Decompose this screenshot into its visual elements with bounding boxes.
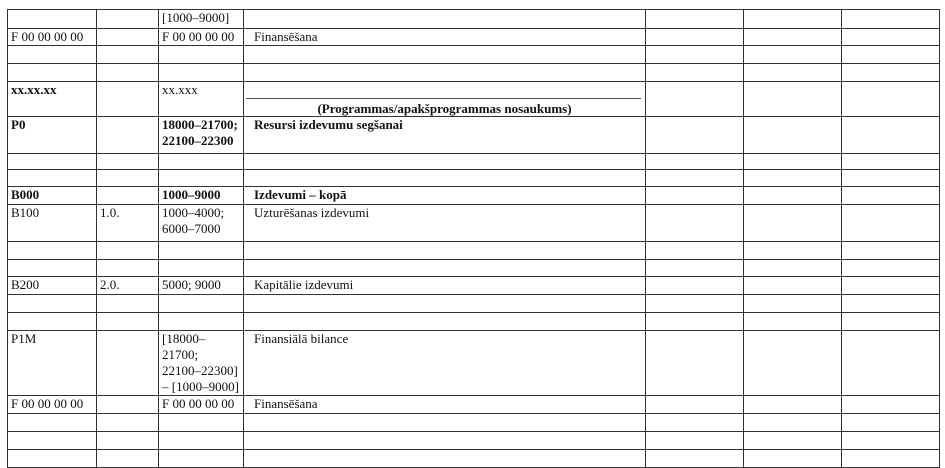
empty-cell [646,46,744,64]
table-row [8,170,940,187]
cell-c3: [1000–9000] [159,10,244,29]
table-row [8,10,940,29]
empty-cell [744,260,842,277]
cell-c3 [159,64,244,82]
cell-c4 [244,260,646,277]
empty-cell [744,432,842,450]
cell-c2: 1.0. [97,205,159,242]
cell-c3: F 00 00 00 00 [159,29,244,46]
cell-c2 [97,396,159,414]
cell-c3: 1000–9000 [159,187,244,205]
empty-cell [646,10,744,29]
cell-c4: Finansēšana [244,29,646,46]
empty-cell [842,205,940,242]
cell-c2 [97,313,159,331]
cell-c2 [97,295,159,313]
cell-c4 [244,10,646,29]
table-row [8,82,940,117]
cell-c3 [159,414,244,432]
empty-cell [842,450,940,468]
empty-cell [744,205,842,242]
cell-c2 [97,260,159,277]
table-row [8,260,940,277]
cell-c3: [18000–21700; 22100–22300] – [1000–9000] [159,331,244,396]
empty-cell [842,277,940,295]
empty-cell [744,117,842,154]
empty-cell [646,117,744,154]
table-row [8,29,940,46]
empty-cell [646,170,744,187]
table-row [8,187,940,205]
empty-cell [842,64,940,82]
cell-c3 [159,313,244,331]
cell-c3 [159,242,244,260]
cell-c1: xx.xx.xx [8,82,97,117]
table-row [8,414,940,432]
empty-cell [842,414,940,432]
cell-c3: 5000; 9000 [159,277,244,295]
empty-cell [744,10,842,29]
cell-c1 [8,450,97,468]
cell-c4: Finansiālā bilance [244,331,646,396]
empty-cell [744,450,842,468]
empty-cell [842,187,940,205]
cell-c3 [159,154,244,170]
cell-c1: B100 [8,205,97,242]
empty-cell [646,260,744,277]
empty-cell [646,414,744,432]
table-row [8,154,940,170]
cell-c1 [8,313,97,331]
empty-cell [842,295,940,313]
cell-c3: F 00 00 00 00 [159,396,244,414]
empty-cell [744,154,842,170]
cell-c4 [244,64,646,82]
empty-cell [646,450,744,468]
cell-c2 [97,117,159,154]
table-row [8,242,940,260]
empty-cell [744,313,842,331]
cell-c1: F 00 00 00 00 [8,29,97,46]
empty-cell [744,295,842,313]
empty-cell [646,154,744,170]
empty-cell [744,414,842,432]
cell-c3 [159,295,244,313]
cell-c2 [97,242,159,260]
empty-cell [646,432,744,450]
empty-cell [744,46,842,64]
empty-cell [744,396,842,414]
empty-cell [646,64,744,82]
cell-c4 [244,242,646,260]
empty-cell [646,295,744,313]
cell-c3 [159,46,244,64]
cell-c1 [8,170,97,187]
empty-cell [842,242,940,260]
cell-c4: Kapitālie izdevumi [244,277,646,295]
table-row [8,396,940,414]
cell-c1 [8,10,97,29]
cell-c4: Finansēšana [244,396,646,414]
empty-cell [646,205,744,242]
cell-c2 [97,432,159,450]
cell-c4 [244,432,646,450]
cell-c1 [8,46,97,64]
cell-c2: 2.0. [97,277,159,295]
table-row [8,295,940,313]
cell-c2 [97,331,159,396]
empty-cell [744,187,842,205]
cell-c1 [8,295,97,313]
cell-c1: P0 [8,117,97,154]
empty-cell [842,432,940,450]
cell-c3 [159,432,244,450]
cell-c2 [97,414,159,432]
cell-c2 [97,82,159,117]
cell-c1: B000 [8,187,97,205]
cell-c2 [97,10,159,29]
cell-c3 [159,450,244,468]
cell-c4 [244,295,646,313]
empty-cell [842,260,940,277]
table-row [8,313,940,331]
empty-cell [842,82,940,117]
empty-cell [646,277,744,295]
cell-c3: 1000–4000; 6000–7000 [159,205,244,242]
cell-c3 [159,170,244,187]
empty-cell [842,313,940,331]
empty-cell [744,277,842,295]
cell-c2 [97,46,159,64]
cell-c3: xx.xxx [159,82,244,117]
cell-c1: F 00 00 00 00 [8,396,97,414]
cell-c4 [244,170,646,187]
budget-classification-table [7,9,940,468]
cell-c2 [97,64,159,82]
cell-c2 [97,29,159,46]
table-row [8,205,940,242]
cell-c4 [244,414,646,432]
cell-c4 [244,82,646,117]
cell-c4 [244,313,646,331]
table-row [8,117,940,154]
table-row [8,450,940,468]
cell-c4 [244,450,646,468]
empty-cell [646,331,744,396]
cell-c1 [8,154,97,170]
cell-c1 [8,432,97,450]
table-row [8,64,940,82]
empty-cell [842,46,940,64]
empty-cell [646,313,744,331]
empty-cell [744,82,842,117]
cell-c2 [97,450,159,468]
cell-c2 [97,170,159,187]
empty-cell [744,331,842,396]
cell-c1 [8,260,97,277]
table-row [8,46,940,64]
title-underline [246,98,641,99]
empty-cell [842,29,940,46]
cell-c4: Izdevumi – kopā [244,187,646,205]
table-row [8,432,940,450]
empty-cell [744,29,842,46]
empty-cell [842,10,940,29]
empty-cell [842,154,940,170]
cell-c3: 18000–21700; 22100–22300 [159,117,244,154]
table-row [8,331,940,396]
empty-cell [744,170,842,187]
empty-cell [744,64,842,82]
cell-c1: P1M [8,331,97,396]
empty-cell [646,396,744,414]
cell-c2 [97,154,159,170]
cell-c4 [244,154,646,170]
cell-c1: B200 [8,277,97,295]
empty-cell [646,242,744,260]
empty-cell [842,170,940,187]
cell-c4 [244,46,646,64]
empty-cell [842,396,940,414]
empty-cell [744,242,842,260]
cell-c1 [8,242,97,260]
program-name-placeholder: (Programmas/apakšprogrammas nosaukums) [317,101,572,116]
table-row [8,277,940,295]
empty-cell [646,29,744,46]
empty-cell [842,331,940,396]
cell-c4: Resursi izdevumu segšanai [244,117,646,154]
cell-c1 [8,64,97,82]
cell-c4: Uzturēšanas izdevumi [244,205,646,242]
empty-cell [646,82,744,117]
cell-c3 [159,260,244,277]
cell-c2 [97,187,159,205]
empty-cell [842,117,940,154]
empty-cell [646,187,744,205]
cell-c1 [8,414,97,432]
